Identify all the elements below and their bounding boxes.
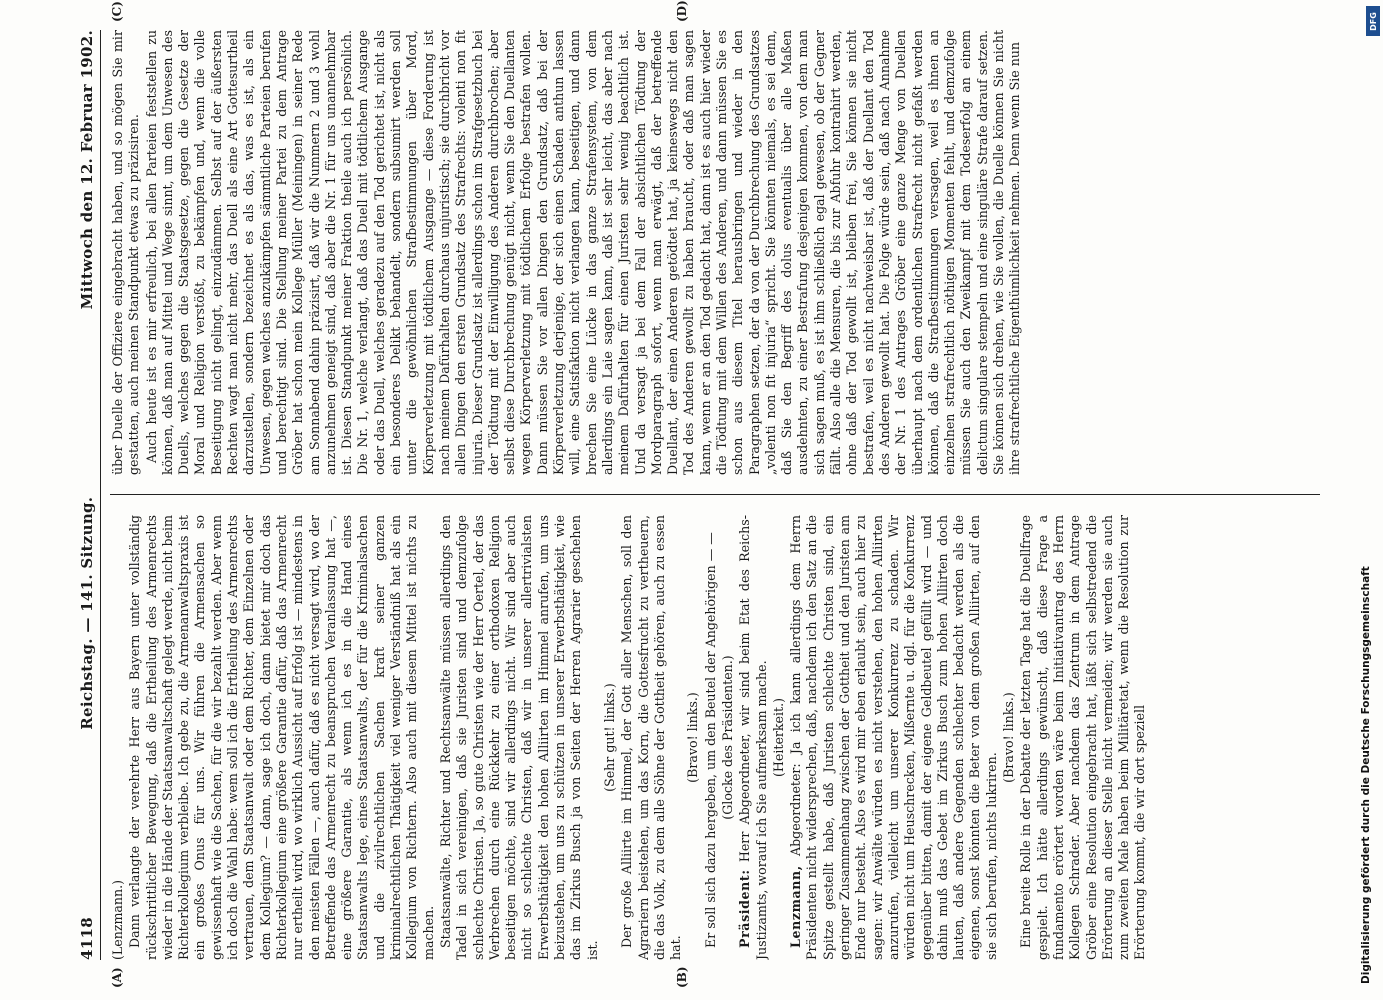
header-rule [100,30,101,960]
speech-text: Abgeordneter: Ja ich kann allerdings dem Herrn Präsidenten nicht widersprechen, daß, nachdem ich den Satz an die Spitze gestellt habe, daß Juristen schlechte Christen sind, ein geringer Zusammenhang zwischen der Gottheit und den Juristen am Ende nur besteht. Also es wird mir eben erlaubt sein, auch hier zu sagen: wir Anwälte würden es nicht verstehen, den hohen Alliirten anzurufen, vielleicht um unserer Konkurrenz zu schaden. Wir würden nicht um Heuschrecken, Mißernte u. dgl. für die Konkurrenz gegenüber bitten, damit der eigene Geldbeutel gefüllt wird — und dahin muß das Gebet im Zirkus Busch zum hohen Alliirten doch lauten, daß andere Gegenden schlechter bedacht werden als die eigenen, sonst könnten die Beter von dem großen Alliirten, auf den sie sich berufen, nichts lukriren. [788,515,999,960]
reaction: (Bravo! links.) [1001,692,1017,783]
right-column [110,30,1320,475]
page-date: Mittwoch den 12. Februar 1902. [78,30,96,310]
speaker-name: Präsident: [737,869,753,948]
paragraph: Staatsanwälte, Richter und Rechtsanwälte müssen allerdings den Tadel in sich vereinigen, daß sie Juristen sind und demzufolge schlechte Christen. Ja, so gute Christen wie der Herr Oertel, der das Verbrechen durch eine Rückkehr zu einer orthodoxen Religion beseitigen möchte, sind wir allerdings nicht. Wir sind aber auch nicht so schlechte Christen, daß wir in unserer allertrivialsten Erwerbsthätigkeit den hohen Alliirten im Himmel anrufen, um uns beizustehen, um uns zu schützen in unserer Erwerbsthätigkeit, wie das im Zirkus Busch ja von Seiten der Herren Agrarier geschehen ist. [437,515,600,960]
dfg-logo-icon: DFG [1366,6,1380,36]
scanned-page [70,0,1330,988]
speaker-tag: (Lenzmann.) [110,879,125,960]
paragraph: Der große Alliirte im Himmel, der Gott aller Menschen, soll den Agrariern beistehen, um das Korn, die Gottesfrucht zu vertheuern, die das Volk, zu dem alle Söhne der Gottheit gehören, auch zu essen hat. [619,515,684,960]
page-header [70,30,96,960]
speaker-name: Lenzmann, [788,865,804,948]
left-column [110,515,1320,960]
margin-marker-b: (B) [675,966,689,988]
margin-marker-c: (C) [110,1,124,22]
page-number: 4118 [78,917,96,960]
reaction: (Glocke des Präsidenten.) [719,655,735,820]
paragraph [737,515,770,960]
paragraph: Eine breite Rolle in der Debatte der letzten Tage hat die Duellfrage gespielt. Ich hätte allerdings gewünscht, daß diese Frage a fundamento erörtert worden wäre beim Initiativantrag des Herrn Kollegen Schrader. Aber nachdem das Zentrum in dem Antrage Gröber eine Resolution eingebracht hat, läßt sich selbstredend die Erörterung an dieser Stelle nicht vermeiden; wir werden sie auch zum zweiten Male haben beim Militäretat, wenn die Resolution zur Erörterung kommt, die wir dort speziell [1018,515,1148,960]
column-rule [110,494,1320,495]
paragraph: Dann verlangte der verehrte Herr aus Bayern unter vollständig rückschrittlicher Bewegung, daß die Ertheilung des Armenrechts wieder in die Hände der Staatsanwaltschaft gelegt werde, nicht beim Richterkollegium verbleibe. Ich gebe zu, die Armenanwaltspraxis ist ein großes Onus für uns. Wir führen die Armensachen so gewissenhaft wie die Sachen, für die wir bezahlt werden. Aber wenn ich doch die Wahl habe: wem soll ich die Ertheilung des Armenrechts vertrauen, dem Staatsanwalt oder dem Richter, dem Einzelnen oder dem Kollegium? — dann, sage ich doch, dann bietet mir doch das Richterkollegium eine größere Garantie dafür, daß das Armenrecht nur ertheilt wird, wo wirklich Aussicht auf Erfolg ist — mindestens in den meisten Fällen —, auch dafür, daß es nicht versagt wird, wo der Betreffende das Armenrecht zu beanspruchen Veranlassung hat —, eine größere Garantie, als wenn ich es in die Hand eines Staatsanwalts lege, eines Staatsanwalts, der für die Kriminalsachen und die zivilrechtlichen Sachen kraft seiner ganzen kriminalrechtlichen Thätigkeit viel weniger Verständniß hat als ein Kollegium von Richtern. Also auch mit diesem Mittel ist nichts zu machen. [127,515,436,960]
speech-text: Herr Abgeordneter, wir sind beim Etat des Reichs-Justizamts, worauf ich Sie aufmerksam mache. [737,515,769,960]
digitization-credit [1360,14,1376,984]
reaction: (Bravo! links.) [685,692,701,783]
margin-marker-a: (A) [110,967,124,988]
page-title: Reichstag. — 141. Sitzung. [78,496,96,730]
margin-marker-d: (D) [675,0,689,22]
reaction: (Sehr gut! links.) [601,683,617,792]
paragraph: Auch heute ist es mir erfreulich, bei allen Parteien feststellen zu können, daß man auf Mittel und Wege sinnt, um dem Unwesen des Duells, welches gegen die Staatsgesetze, gegen die Gesetze der Moral und Religion verstößt, zu bekämpfen und, wenn die volle Beseitigung nicht gelingt, einzudämmen. Selbst auf der äußersten Rechten wagt man nicht mehr, das Duell als eine Art Gottesurtheil darzustellen, sondern bezeichnet es als das, was es ist, als ein Unwesen, gegen welches anzukämpfen sämmtliche Parteien berufen und berechtigt sind. Die Stellung meiner Partei zu dem Antrage Gröber hat schon mein Kollege Müller (Meiningen) in seiner Rede am Sonnabend dahin präzisirt, daß wir die Nummern 2 und 3 wohl anzunehmen geneigt sind, daß aber die Nr. 1 für uns unannehmbar ist. Diesen Standpunkt meiner Fraktion theile auch ich persönlich. Die Nr. 1, welche verlangt, daß das Duell mit tödtlichem Ausgange oder das Duell, welches geradezu auf den Tod gerichtet ist, nicht als ein besonderes Delikt behandelt, sondern subsumirt werden soll unter die gewöhnlichen Strafbestimmungen über Mord, Körperverletzung mit tödtlichem Ausgange — diese Forderung ist nach meinem Dafürhalten durchaus unjuristisch; sie durchbricht vor allen Dingen den ersten Grundsatz des Strafrechts: volenti non fit injuria. Dieser Grundsatz ist allerdings schon im Strafgesetzbuch bei der Tödtung mit der Einwilligung des Anderen durchbrochen; aber selbst diese Durchbrechung genügt nicht, wenn Sie den Duellanten wegen Körperverletzung mit tödtlichem Erfolge bestrafen wollen. Dann müssen Sie vor allen Dingen den Grundsatz, daß bei der Körperverletzung derjenige, der sich einen Schaden anthun lassen will, eine Satisfaktion nicht verlangen kann, beseitigen, und dann brechen Sie eine Lücke in das ganze Strafensystem, von dem allerdings ein Laie sagen kann, daß ist sehr leicht, das aber nach meinem Dafürhalten für einen Juristen sehr wenig beachtlich ist. Und da versagt ja bei dem Fall der absichtlichen Tödtung der Mordparagraph sofort, wenn man erwägt, daß der betreffende Duellant, der einen Anderen getödtet hat, ja keineswegs nicht den Tod des Anderen gewollt zu haben braucht, oder daß man sagen kann, wenn er an den Tod gedacht hat, dann ist es auch hier wieder die Tödtung mit dem Willen des Anderen, und dann müssen Sie es schon aus diesem Titel herausbringen und wieder in den Paragraphen setzen, der da von der Durchbrechung des Grundsatzes „volenti non fit injuria“ spricht. Sie könnten niemals, es sei denn, daß Sie den Begriff des dolus eventualis über alle Maßen ausdehnten, zu einer Bestrafung desjenigen kommen, von dem man sich sagen muß, es ist ihm schließlich egal gewesen, ob der Gegner fällt. Also alle die Mensuren, die bis zur Abfuhr kontrahirt werden, ohne daß der Tod gewollt ist, bleiben frei, Sie können sie nicht bestrafen, weil es nicht nachweisbar ist, daß der Duellant den Tod des Anderen gewollt hat. Die Folge würde sein, daß nach Annahme der Nr. 1 des Antrages Gröber eine ganze Menge von Duellen überhaupt nach dem ordentlichen Strafrecht nicht gefaßt werden können, daß die Strafbestimmungen versagen, weil es ihnen an einzelnen strafrechtlich nöthigen Momenten fehlt, und demzufolge müssen Sie auch den Zweikampf mit dem Todeserfolg an einem delictum singulare stempeln und eine singuläre Strafe darauf setzen. Sie können sich drehen, wie Sie wollen, die Duelle können Sie nicht ihre strafrechtliche Eigenthümlichkeit nehmen. Denn wenn Sie nun [143,30,1023,475]
reaction: (Heiterkeit.) [770,698,786,777]
credit-text: Digitalisierung gefördert durch die Deutsche Forschungsgemeinschaft [1360,566,1372,984]
paragraph: über Duelle der Offiziere eingebracht haben, und so mögen Sie mir gestatten, auch meinen Standpunkt etwas zu präzisiren. [110,30,142,475]
paragraph: Er soll sich dazu hergeben, um den Beutel der Angehörigen — — [702,532,718,948]
paragraph [788,515,1000,960]
